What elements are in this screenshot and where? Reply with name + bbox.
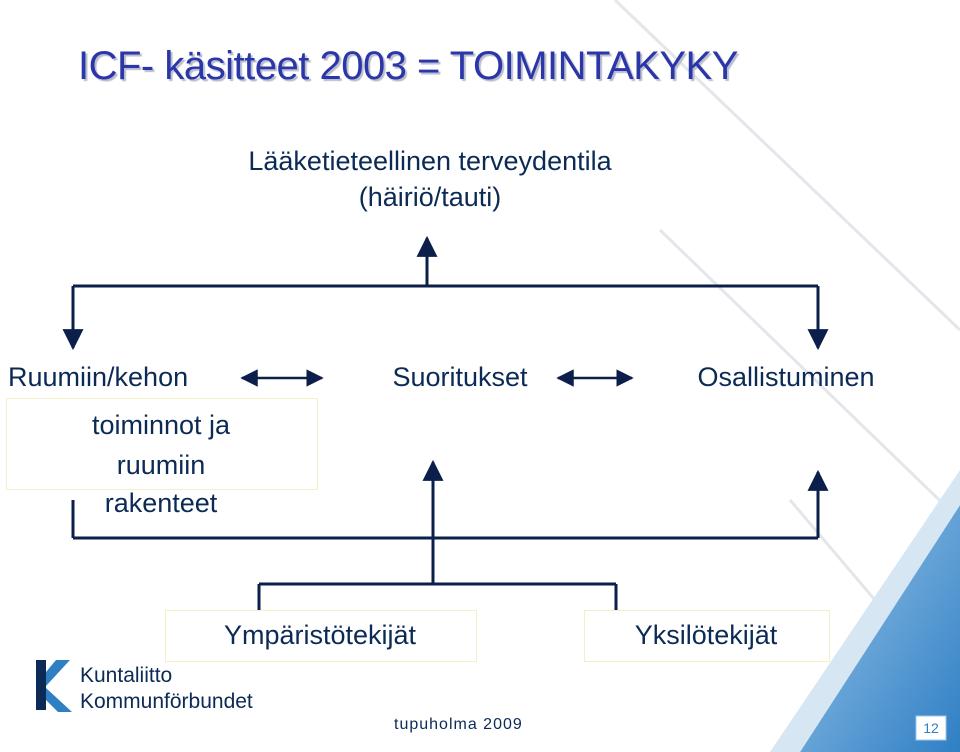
health-condition-line1: Lääketieteellinen terveydentila	[248, 146, 612, 176]
footer-author: tupuholma 2009	[394, 716, 523, 733]
slide-title: ICF- käsitteet 2003 = TOIMINTAKYKY	[78, 44, 738, 88]
personal-factors-label: Yksilötekijät	[634, 620, 778, 650]
page-number: 12	[923, 720, 939, 736]
kuntaliitto-logo-mark	[36, 660, 72, 712]
activities-label: Suoritukset	[392, 362, 528, 392]
environmental-factors-label: Ympäristötekijät	[223, 620, 417, 650]
body-functions-line3: ruumiin	[116, 450, 206, 480]
body-functions-label: Ruumiin/kehon	[8, 362, 189, 392]
body-functions-line4: rakenteet	[104, 488, 218, 518]
logo-text-line2: Kommunförbundet	[80, 690, 253, 713]
participation-label: Osallistuminen	[697, 362, 875, 392]
logo-text-line1: Kuntaliitto	[80, 664, 173, 687]
health-condition-line2: (häiriö/tauti)	[358, 182, 502, 212]
body-functions-line2: toiminnot ja	[91, 410, 231, 440]
